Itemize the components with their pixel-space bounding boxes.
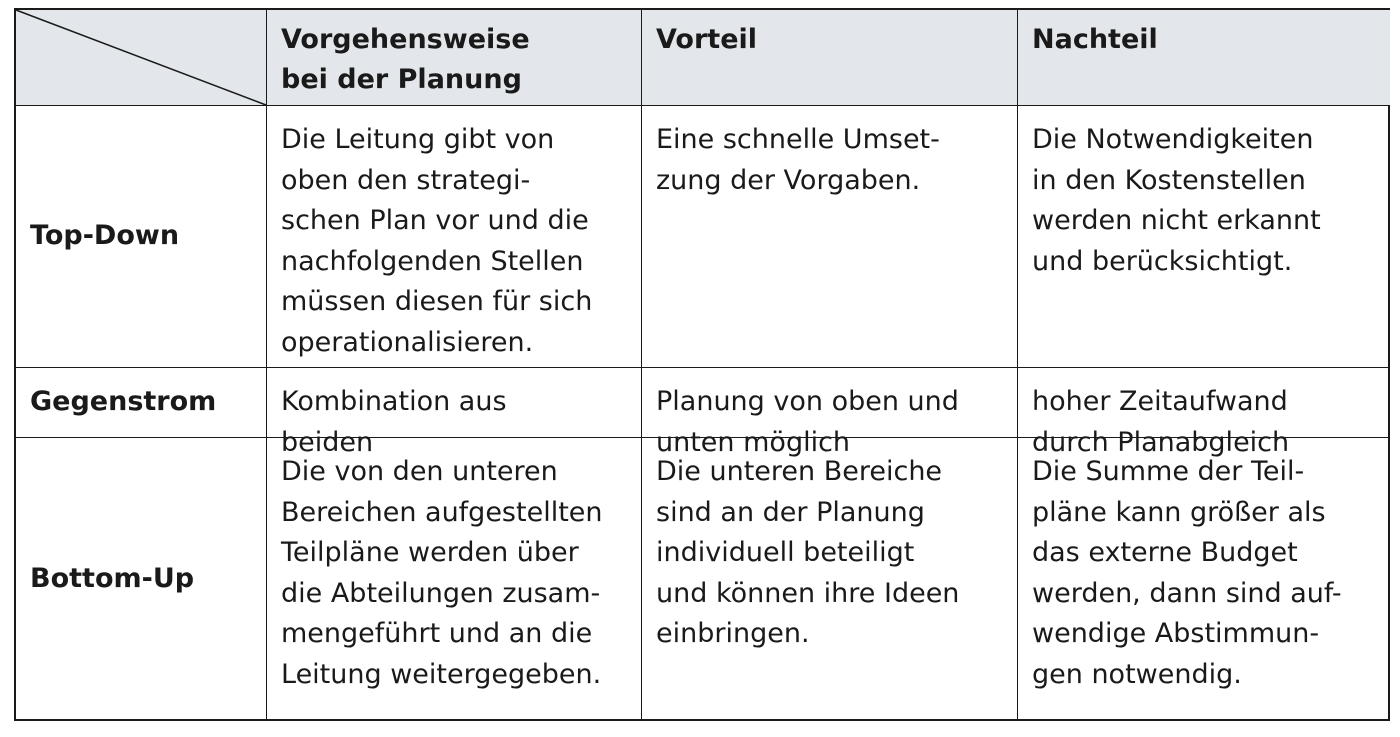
header-approach: Vorgehensweise bei der Planung [267, 10, 642, 106]
gegenstrom-approach: Kombination aus beiden [267, 368, 642, 438]
bottom-up-approach: Die von den unteren Bereichen aufgestellten Teilpläne werden über die Abteilungen zusam- mengeführt und an die Leitung weitergegeben. [267, 438, 642, 721]
bottom-up-advantage: Die unteren Bereiche sind an der Planung individuell beteiligt und können ihre Ideen einbringen. [642, 438, 1018, 721]
header-disadvantage: Nachteil [1018, 10, 1390, 106]
top-down-advantage: Eine schnelle Umset- zung der Vorgaben. [642, 106, 1018, 368]
gegenstrom-disadvantage: hoher Zeitaufwand durch Planabgleich [1018, 368, 1390, 438]
gegenstrom-advantage: Planung von oben und unten möglich [642, 368, 1018, 438]
planning-comparison-table [14, 8, 1390, 721]
row-label-gegenstrom: Gegenstrom [16, 368, 267, 438]
bottom-up-disadvantage: Die Summe der Teil- pläne kann größer als das externe Budget werden, dann sind auf- wendige Abstimmun- gen notwendig. [1032, 456, 1342, 690]
top-down-approach: Die Leitung gibt von oben den strategi- schen Plan vor und die nachfolgenden Stellen müssen diesen für sich operationalisieren. [267, 106, 642, 368]
corner-cell [16, 10, 267, 106]
top-down-disadvantage: Die Notwendigkeiten in den Kostenstellen werden nicht erkannt und berücksichtigt. [1018, 106, 1390, 368]
header-advantage: Vorteil [642, 10, 1018, 106]
diagonal-line [16, 10, 266, 105]
row-label-top-down: Top-Down [16, 106, 267, 368]
row-label-bottom-up: Bottom-Up [16, 438, 267, 721]
